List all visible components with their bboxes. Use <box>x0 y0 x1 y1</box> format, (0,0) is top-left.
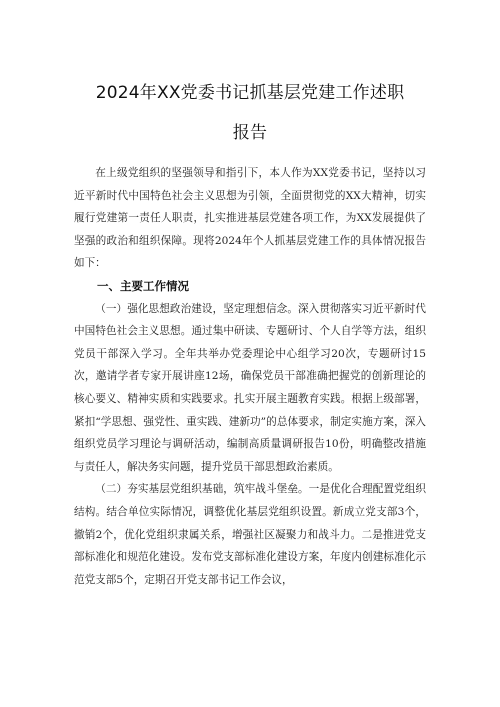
intro-paragraph: 在上级党组织的坚强领导和指引下，本人作为XX党委书记，坚持以习近平新时代中国特色社会主义思想为引领，全面贯彻党的XX大精神，切实履行党建第一责任人职责，扎实推进基层党建各项工作，为XX发展提供了坚强的政治和组织保障。现将2024年个人抓基层党建工作的具体情况报告如下： <box>74 167 426 270</box>
document-title-line1: 2024年XX党委书记抓基层党建工作述职 <box>95 83 405 103</box>
body-paragraph-1: （一）强化思想政治建设，坚定理想信念。深入贯彻落实习近平新时代中国特色社会主义思想。通过集中研读、专题研讨、个人自学等方法，组织党员干部深入学习。全年共举办党委理论中心组学习20次，专题研讨15次，邀请学者专家开展讲座12场，确保党员干部准确把握党的创新理论的核心要义、精神实质和实践要求。扎实开展主题教育实践。根据上级部署，紧扣“学思想、强党性、重实践、建新功”的总体要求，制定实施方案，深入组织党员学习理论与调研活动，编制高质量调研报告10份，明确整改措施与责任人，解决务实问题，提升党员干部思想政治素质。 <box>74 302 426 473</box>
section-heading: 一、主要工作情况 <box>97 278 189 293</box>
body-paragraph-2: （二）夯实基层党组织基础，筑牢战斗堡垒。一是优化合理配置党组织结构。结合单位实际情况，调整优化基层党组织设置。新成立党支部3个，撤销2个，优化党组织隶属关系，增强社区凝聚力和战斗力。二是推进党支部标准化和规范化建设。发布党支部标准化建设方案，年度内创建标准化示范党支部5个，定期召开党支部书记工作会议， <box>74 483 426 586</box>
document-title-line2: 报告 <box>232 123 268 143</box>
document-body <box>74 162 426 591</box>
